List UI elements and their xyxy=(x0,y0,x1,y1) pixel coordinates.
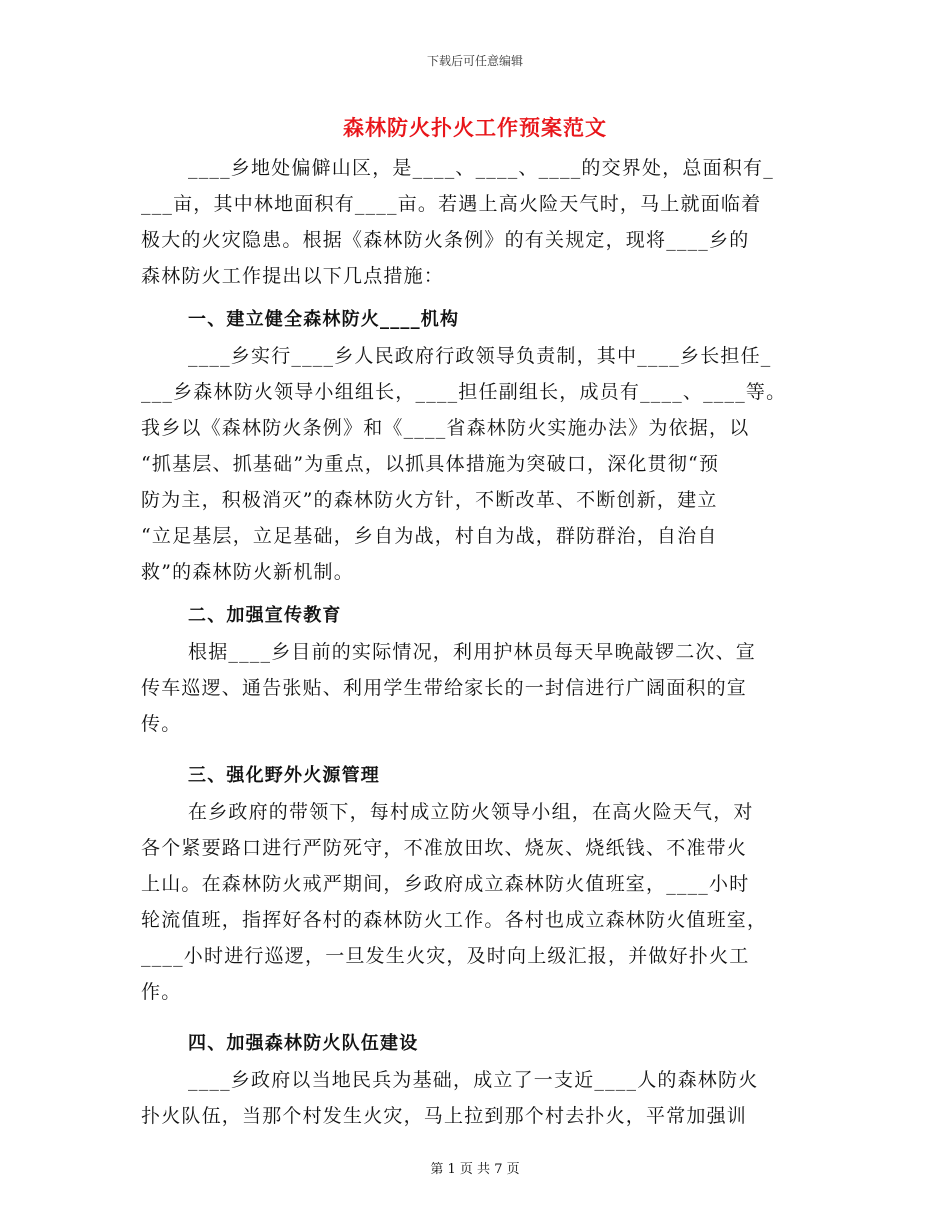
paragraph-line: “抓基层、抓基础”为重点，以抓具体措施为突破口，深化贯彻“预 xyxy=(141,453,720,475)
paragraph-line: ___乡森林防火领导小组组长，____担任副组长，成员有____、____等。 xyxy=(141,381,787,403)
paragraph-line: 在乡政府的带领下，每村成立防火领导小组，在高火险天气，对 xyxy=(188,801,754,823)
paragraph-line: “立足基层，立足基础，乡自为战，村自为战，群防群治，自治自 xyxy=(141,525,718,547)
page-header: 下载后可任意编辑 xyxy=(426,54,523,68)
section-heading-3: 三、强化野外火源管理 xyxy=(188,765,380,786)
paragraph-line: 防为主，积极消灭”的森林防火方针，不断改革、不断创新，建立 xyxy=(141,489,718,511)
section-heading-4: 四、加强森林防火队伍建设 xyxy=(188,1033,419,1054)
paragraph-line: 各个紧要路口进行严防死守，不准放田坎、烧灰、烧纸钱、不准带火 xyxy=(141,837,748,859)
document-body xyxy=(141,150,831,1134)
paragraph-line: 传。 xyxy=(141,713,182,735)
intro-line: 极大的火灾隐患。根据《森林防火条例》的有关规定，现将____乡的 xyxy=(141,229,750,251)
paragraph-line: 轮流值班，指挥好各村的森林防火工作。各村也成立森林防火值班室， xyxy=(141,909,768,931)
paragraph-line: 扑火队伍，当那个村发生火灾，马上拉到那个村去扑火，平常加强训 xyxy=(141,1105,748,1127)
paragraph-line: ____小时进行巡逻，一旦发生火灾，及时向上级汇报，并做好扑火工 xyxy=(141,945,750,967)
paragraph-line: ____乡实行____乡人民政府行政领导负责制，其中____乡长担任_ xyxy=(188,345,772,367)
paragraph-line: 作。 xyxy=(141,981,182,1003)
intro-line: ____乡地处偏僻山区，是____、____、____的交界处，总面积有_ xyxy=(188,157,774,179)
paragraph-line: 根据____乡目前的实际情况，利用护林员每天早晚敲锣二次、宣 xyxy=(188,641,757,663)
section-heading-1: 一、建立健全森林防火____机构 xyxy=(188,309,460,330)
paragraph-line: 传车巡逻、通告张贴、利用学生带给家长的一封信进行广阔面积的宣 xyxy=(141,677,748,699)
section-heading-2: 二、加强宣传教育 xyxy=(188,605,342,626)
page-footer: 第 1 页 共 7 页 xyxy=(430,1162,520,1177)
paragraph-line: 救”的森林防火新机制。 xyxy=(141,561,354,583)
document-title: 森林防火扑火工作预案范文 xyxy=(343,115,607,140)
paragraph-line: 我乡以《森林防火条例》和《____省森林防火实施办法》为依据，以 xyxy=(141,417,750,439)
intro-line: ___亩，其中林地面积有____亩。若遇上高火险天气时，马上就面临着 xyxy=(141,193,762,215)
intro-line: 森林防火工作提出以下几点措施： xyxy=(141,265,445,287)
paragraph-line: 上山。在森林防火戒严期间，乡政府成立森林防火值班室，____小时 xyxy=(141,873,750,895)
paragraph-line: ____乡政府以当地民兵为基础，成立了一支近____人的森林防火 xyxy=(188,1069,759,1091)
